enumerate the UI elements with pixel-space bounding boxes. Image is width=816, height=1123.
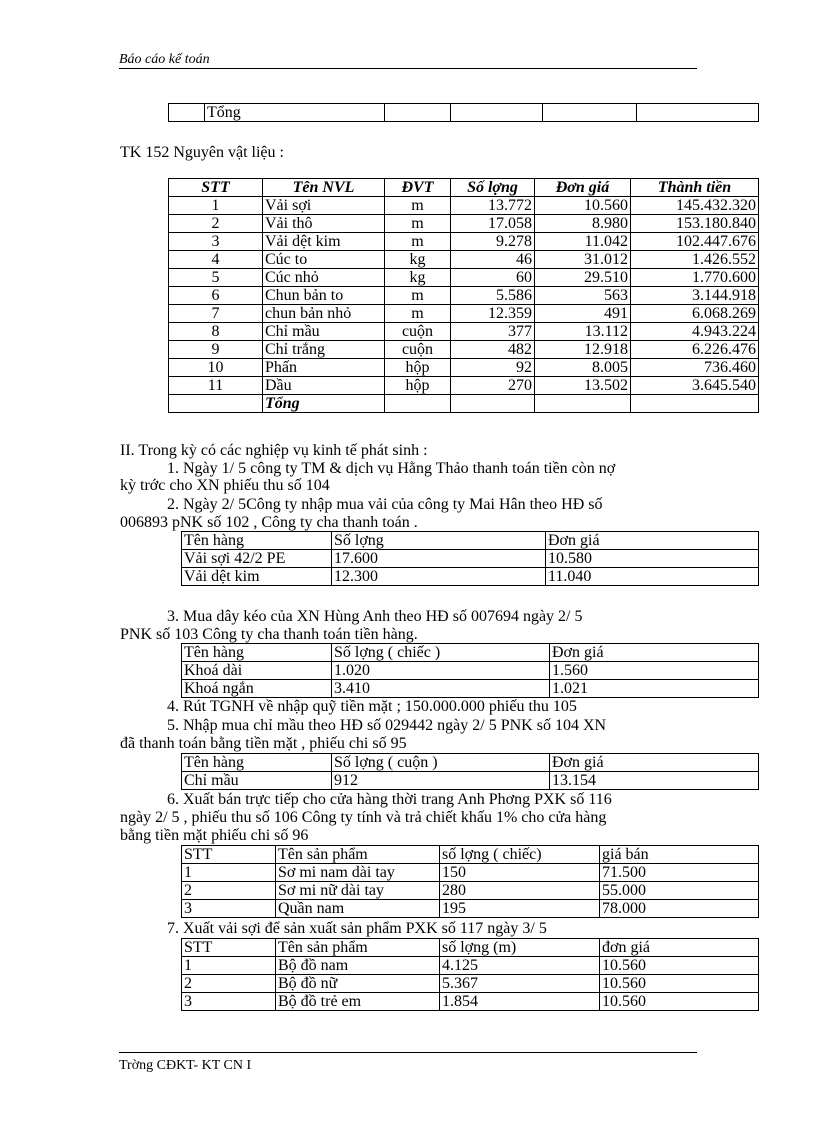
- column-header: Thành tiền: [631, 179, 759, 197]
- cell: 5: [169, 269, 263, 287]
- cell: 102.447.676: [631, 233, 759, 251]
- column-header: Số lợng: [451, 179, 535, 197]
- table-row: [169, 269, 759, 287]
- cell: 195: [440, 900, 600, 918]
- table-header-row: [182, 939, 759, 957]
- cell: 46: [451, 251, 535, 269]
- cell: Vải sợi 42/2 PE: [182, 550, 332, 568]
- cell: Bộ đồ nam: [276, 957, 440, 975]
- cell: 1.854: [440, 993, 600, 1011]
- table-row: [182, 864, 759, 882]
- cell: 9: [169, 341, 263, 359]
- cell: 1: [182, 957, 276, 975]
- cell: 10.560: [600, 957, 759, 975]
- table-row: [182, 975, 759, 993]
- cell: 10.560: [600, 993, 759, 1011]
- cell: m: [385, 233, 451, 251]
- item2-line2: 006893 pNK số 102 , Công ty cha thanh toán .: [120, 514, 418, 531]
- footer-rule: [119, 1052, 697, 1053]
- cell: Vải dệt kim: [182, 568, 332, 586]
- column-header: STT: [169, 179, 263, 197]
- table-header-row: [182, 754, 759, 772]
- cell: 6: [169, 287, 263, 305]
- cell: 31.012: [535, 251, 631, 269]
- cell: hộp: [385, 377, 451, 395]
- cell: Vải thô: [263, 215, 385, 233]
- table-row: [169, 341, 759, 359]
- column-header: Tên hàng: [182, 532, 332, 550]
- cell: 2: [169, 215, 263, 233]
- table2: [181, 531, 759, 586]
- table-header-row: [182, 846, 759, 864]
- table-row: [169, 197, 759, 215]
- cell: Chỉ trắng: [263, 341, 385, 359]
- table-row: [169, 377, 759, 395]
- cell: 4: [169, 251, 263, 269]
- item3-line1: 3. Mua dây kéo của XN Hùng Anh theo HĐ số 007694 ngày 2/ 5: [167, 608, 583, 625]
- cell: Quần nam: [276, 900, 440, 918]
- column-header: Đơn giá: [550, 754, 759, 772]
- cell: 1.770.600: [631, 269, 759, 287]
- cell: 10.560: [535, 197, 631, 215]
- column-header: Đơn giá: [550, 644, 759, 662]
- cell: 11.042: [535, 233, 631, 251]
- cell: 7: [169, 305, 263, 323]
- table-row: [169, 251, 759, 269]
- cell: 5.367: [440, 975, 600, 993]
- cell: Chỉ mầu: [182, 772, 332, 790]
- cell: 17.058: [451, 215, 535, 233]
- table6: [181, 845, 759, 918]
- cell: Dầu: [263, 377, 385, 395]
- top-total-label: Tổng: [205, 104, 385, 122]
- table-row: [169, 305, 759, 323]
- cell: 6.226.476: [631, 341, 759, 359]
- cell: Vải sợi: [263, 197, 385, 215]
- column-header: Tên hàng: [182, 644, 332, 662]
- cell: 8.980: [535, 215, 631, 233]
- cell: 3.645.540: [631, 377, 759, 395]
- cell: 153.180.840: [631, 215, 759, 233]
- table-header-row: [169, 179, 759, 197]
- item1-line1: 1. Ngày 1/ 5 công ty TM & dịch vụ Hằng Thảo thanh toán tiền còn nợ: [167, 460, 616, 477]
- cell: m: [385, 305, 451, 323]
- cell: 9.278: [451, 233, 535, 251]
- total-label: Tổng: [263, 395, 385, 413]
- cell: 1.021: [550, 680, 759, 698]
- table-header-row: [182, 644, 759, 662]
- cell: hộp: [385, 359, 451, 377]
- cell: chun bản nhỏ: [263, 305, 385, 323]
- header-rule: [119, 68, 697, 69]
- cell: 5.586: [451, 287, 535, 305]
- cell: 3: [182, 900, 276, 918]
- cell: 1.560: [550, 662, 759, 680]
- cell: Khoá ngắn: [182, 680, 332, 698]
- cell: 55.000: [600, 882, 759, 900]
- cell: Bộ đồ nữ: [276, 975, 440, 993]
- cell: kg: [385, 251, 451, 269]
- tk152-table: [168, 178, 759, 413]
- item5-line2: đã thanh toán bằng tiền mặt , phiếu chi số 95: [120, 735, 407, 752]
- cell: m: [385, 197, 451, 215]
- table-row: [182, 993, 759, 1011]
- item6-line3: bằng tiền mặt phiếu chi số 96: [120, 827, 309, 844]
- column-header: Số lợng ( cuộn ): [332, 754, 550, 772]
- cell: Phấn: [263, 359, 385, 377]
- cell: 4.943.224: [631, 323, 759, 341]
- cell: 10.580: [546, 550, 759, 568]
- table-row: [169, 104, 759, 122]
- page-header: Báo cáo kế toán: [119, 52, 210, 67]
- cell: cuộn: [385, 341, 451, 359]
- cell: 482: [451, 341, 535, 359]
- cell: 3.144.918: [631, 287, 759, 305]
- column-header: Tên sản phẩm: [276, 939, 440, 957]
- table3: [181, 643, 759, 698]
- cell: Cúc to: [263, 251, 385, 269]
- cell: 13.502: [535, 377, 631, 395]
- cell: 10: [169, 359, 263, 377]
- cell: [385, 395, 451, 413]
- cell: 1: [182, 864, 276, 882]
- column-header: đơn giá: [600, 939, 759, 957]
- column-header: giá bán: [600, 846, 759, 864]
- page-footer: Trờng CĐKT- KT CN I: [119, 1058, 252, 1073]
- cell: 13.154: [550, 772, 759, 790]
- cell: 4.125: [440, 957, 600, 975]
- table-total-row: [169, 395, 759, 413]
- column-header: Tên hàng: [182, 754, 332, 772]
- table7: [181, 938, 759, 1011]
- table-row: [182, 957, 759, 975]
- cell: 13.772: [451, 197, 535, 215]
- cell: 1.020: [332, 662, 550, 680]
- cell: Sơ mi nữ dài tay: [276, 882, 440, 900]
- cell: 8: [169, 323, 263, 341]
- table-header-row: [182, 532, 759, 550]
- cell: 3: [169, 233, 263, 251]
- table-row: [169, 323, 759, 341]
- cell: 1: [169, 197, 263, 215]
- cell: Chun bản to: [263, 287, 385, 305]
- column-header: Số lợng: [332, 532, 546, 550]
- item6-line1: 6. Xuất bán trực tiếp cho cửa hàng thời trang Anh Phơng PXK số 116: [167, 791, 612, 808]
- cell: m: [385, 215, 451, 233]
- column-header: số lợng (m): [440, 939, 600, 957]
- cell: 1.426.552: [631, 251, 759, 269]
- table-row: [182, 550, 759, 568]
- table-row: [182, 662, 759, 680]
- item5-line1: 5. Nhập mua chỉ mầu theo HĐ số 029442 ngày 2/ 5 PNK số 104 XN: [167, 717, 607, 734]
- cell: 11.040: [546, 568, 759, 586]
- cell: 13.112: [535, 323, 631, 341]
- item7: 7. Xuất vải sợi để sản xuất sản phẩm PXK số 117 ngày 3/ 5: [167, 920, 547, 937]
- cell: 377: [451, 323, 535, 341]
- column-header: STT: [182, 939, 276, 957]
- cell: 3: [182, 993, 276, 1011]
- cell: 78.000: [600, 900, 759, 918]
- column-header: Đơn giá: [535, 179, 631, 197]
- cell: 736.460: [631, 359, 759, 377]
- column-header: Đơn giá: [546, 532, 759, 550]
- cell: 12.300: [332, 568, 546, 586]
- cell: [451, 395, 535, 413]
- cell: [631, 395, 759, 413]
- table-row: [182, 772, 759, 790]
- table-row: [182, 882, 759, 900]
- column-header: Tên NVL: [263, 179, 385, 197]
- cell: 12.359: [451, 305, 535, 323]
- cell: 11: [169, 377, 263, 395]
- cell: Sơ mi nam dài tay: [276, 864, 440, 882]
- table-row: [169, 215, 759, 233]
- item6-line2: ngày 2/ 5 , phiếu thu số 106 Công ty tính và trả chiết khấu 1% cho cửa hàng: [120, 809, 607, 826]
- cell: 280: [440, 882, 600, 900]
- table-row: [169, 287, 759, 305]
- cell: Khoá dài: [182, 662, 332, 680]
- cell: 145.432.320: [631, 197, 759, 215]
- cell: Cúc nhỏ: [263, 269, 385, 287]
- item1-line2: kỳ trớc cho XN phiếu thu số 104: [120, 477, 330, 494]
- cell: 6.068.269: [631, 305, 759, 323]
- table-row: [182, 680, 759, 698]
- cell: [169, 395, 263, 413]
- table-row: [169, 359, 759, 377]
- item4: 4. Rút TGNH về nhập quỹ tiền mặt ; 150.000.000 phiếu thu 105: [167, 698, 577, 715]
- tk152-title: TK 152 Nguyên vật liệu :: [120, 144, 284, 161]
- cell: m: [385, 287, 451, 305]
- cell: 150: [440, 864, 600, 882]
- column-header: Số lợng ( chiếc ): [332, 644, 550, 662]
- cell: 92: [451, 359, 535, 377]
- section2-title: II. Trong kỳ có các nghiệp vụ kinh tế phát sinh :: [120, 442, 428, 459]
- cell: Bộ đồ trẻ em: [276, 993, 440, 1011]
- column-header: STT: [182, 846, 276, 864]
- cell: 270: [451, 377, 535, 395]
- cell: 8.005: [535, 359, 631, 377]
- item3-line2: PNK số 103 Công ty cha thanh toán tiền hàng.: [120, 626, 418, 643]
- item2-line1: 2. Ngày 2/ 5Công ty nhập mua vải của công ty Mai Hân theo HĐ số: [167, 496, 603, 513]
- cell: 71.500: [600, 864, 759, 882]
- table-row: [182, 900, 759, 918]
- cell: 3.410: [332, 680, 550, 698]
- table5: [181, 753, 759, 790]
- table-row: [182, 568, 759, 586]
- cell: cuộn: [385, 323, 451, 341]
- cell: kg: [385, 269, 451, 287]
- cell: 2: [182, 975, 276, 993]
- column-header: số lợng ( chiếc): [440, 846, 600, 864]
- cell: 12.918: [535, 341, 631, 359]
- top-total-table: [168, 103, 759, 122]
- cell: 2: [182, 882, 276, 900]
- table-row: [169, 233, 759, 251]
- cell: 60: [451, 269, 535, 287]
- cell: Chỉ mầu: [263, 323, 385, 341]
- cell: Vải dệt kim: [263, 233, 385, 251]
- cell: 491: [535, 305, 631, 323]
- cell: 912: [332, 772, 550, 790]
- cell: 563: [535, 287, 631, 305]
- column-header: Tên sản phẩm: [276, 846, 440, 864]
- cell: 17.600: [332, 550, 546, 568]
- column-header: ĐVT: [385, 179, 451, 197]
- cell: [535, 395, 631, 413]
- cell: 29.510: [535, 269, 631, 287]
- cell: 10.560: [600, 975, 759, 993]
